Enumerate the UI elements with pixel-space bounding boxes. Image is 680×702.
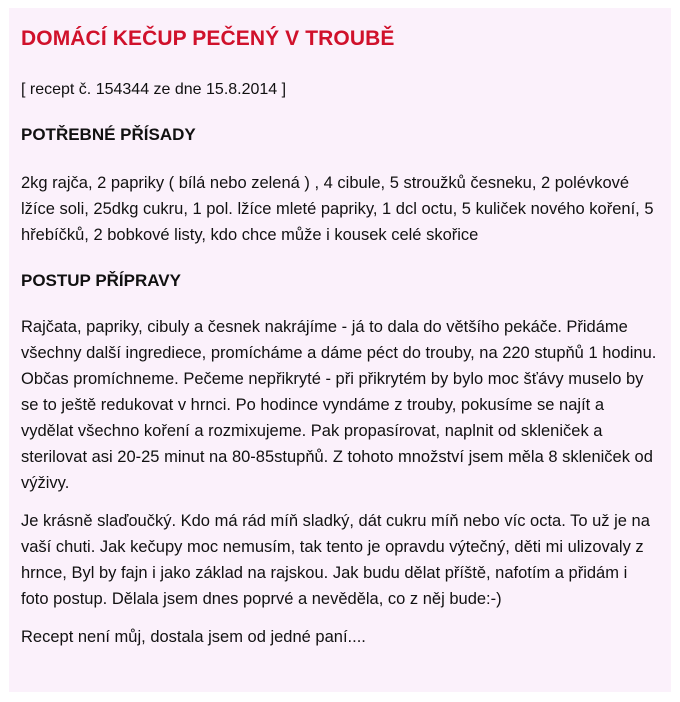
- steps-paragraph: Recept není můj, dostala jsem od jedné paní....: [21, 628, 366, 646]
- recipe-meta: [ recept č. 154344 ze dne 15.8.2014 ]: [21, 81, 287, 98]
- recipe-title: DOMÁCÍ KEČUP PEČENÝ V TROUBĚ: [21, 27, 395, 50]
- steps-paragraph: Je krásně slaďoučký. Kdo má rád míň sladký, dát cukru míň nebo víc octa. To už je na vaší chuti. Jak kečupy moc nemusím, tak tento je opravdu výtečný, děti mi ulizovaly z hrnce, Byl by fajn i jako základ na rajskou. Jak budu dělat příště, nafotím a přidám i foto postup. Dělala jsem dnes poprvé a nevěděla, co z něj bude:-): [21, 512, 650, 608]
- steps-heading: POSTUP PŘÍPRAVY: [21, 271, 181, 290]
- ingredients-heading: POTŘEBNÉ PŘÍSADY: [21, 125, 196, 144]
- ingredients-text: 2kg rajča, 2 papriky ( bílá nebo zelená ) , 4 cibule, 5 stroužků česneku, 2 polévkové lžíce soli, 25dkg cukru, 1 pol. lžíce mleté papriky, 1 dcl octu, 5 kuliček nového koření, 5 hřebíčků, 2 bobkové listy, kdo chce může i kousek celé skořice: [21, 174, 654, 244]
- steps-paragraph: Rajčata, papriky, cibuly a česnek nakrájíme - já to dala do většího pekáče. Přidáme všechny další ingrediece, promícháme a dáme péct do trouby, na 220 stupňů 1 hodinu. Občas promíchneme. Pečeme nepřikryté - při přikrytém by bylo moc šťávy muselo by se to ještě redukovat v hrnci. Po hodince vyndáme z trouby, pokusíme se najít a vydělat všechno koření a rozmixujeme. Pak propasírovat, naplnit od skleniček a sterilovat asi 20-25 minut na 80-85stupňů. Z tohoto množství jsem měla 8 skleniček od výživy.: [21, 318, 657, 492]
- recipe-card: [9, 8, 671, 692]
